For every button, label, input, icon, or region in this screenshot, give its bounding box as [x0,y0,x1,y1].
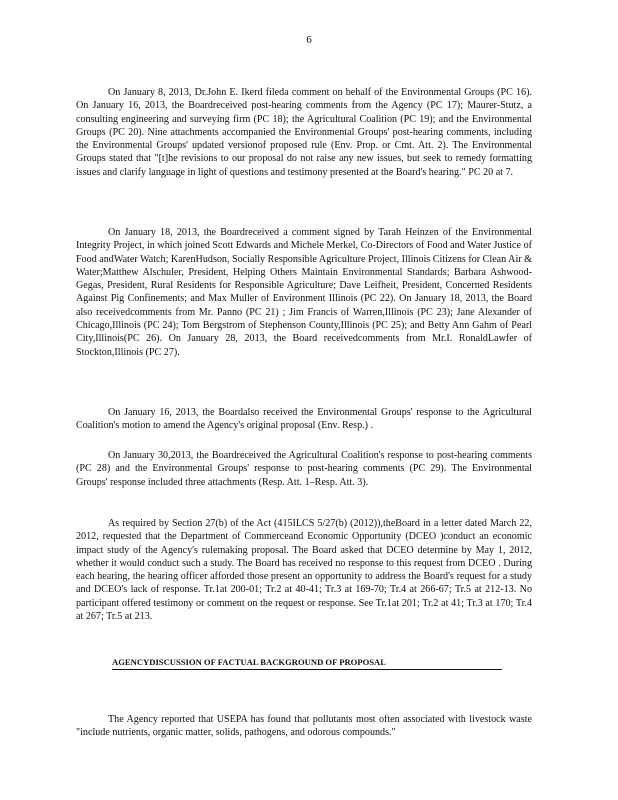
section-heading: AGENCYDISCUSSION OF FACTUAL BACKGROUND OF PROPOSAL [112,657,502,670]
paragraph-economic-impact-study: As required by Section 27(b) of the Act (415ILCS 5/27(b) (2012)),theBoard in a letter dated March 22, 2012, requested that the Department of Commerceand Economic Opportunity (DCEO )conduct an economic impact study of the Agency's rulemaking proposal. The Board asked that DCEO determine by May 1, 2012, whether it would conduct such a study. The Board has received no response to this request from DCEO . During each hearing, the hearing officer afforded those present an opportunity to address the Board's request for a study and DCEO's lack of response. Tr.1at 200-01; Tr.2 at 40-41; Tr.3 at 169-70; Tr.4 at 266-67; Tr.5 at 212-13. No participant offered testimony or comment on the request or response. See Tr.1at 201; Tr.2 at 41; Tr.3 at 170; Tr.4 at 267; Tr.5 at 213. [76,518,532,623]
paragraph-public-comments: On January 18, 2013, the Boardreceived a comment signed by Tarah Heinzen of the Environmental Integrity Project, in which joined Scott Edwards and Michele Merkel, Co-Directors of Food and Water Justice of Food andWater Watch; KarenHudson, Socially Responsible Agriculture Project, Illinois Citizens for Clean Air & Water;Matthew Alschuler, President, Helping Others Maintain Environmental Standards; Barbara Ashwood-Gegas, President, Rural Residents for Responsible Agriculture; Dave Leifheit, President, Concerned Residents Against Pig Confinements; and Max Muller of Environment Illinois (PC 22). On January 18, 2013, the Board also receivedcomments from Mr. Panno (PC 21) ; Jim Francis of Warren,Illinois (PC 23); Jane Alexander of Chicago,Illinois (PC 24); Tom Bergstrom of Stephenson County,Illinois (PC 25); and Betty Ann Gahm of Pearl City,Illinois(PC 26). On January 28, 2013, the Board receivedcomments from Mr.I. RonaldLawfer of Stockton,Illinois (PC 27). [76,227,532,358]
paragraph-agency-report: The Agency reported that USEPA has found that pollutants most often associated with livestock waste "include nutrients, organic matter, solids, pathogens, and odorous compounds." [76,714,532,739]
paragraph-post-hearing-comments: On January 8, 2013, Dr.John E. Ikerd fileda comment on behalf of the Environmental Groups (PC 16). On January 16, 2013, the Boardreceived post-hearing comments from the Agency (PC 17); Maurer-Stutz, a consulting engineering and surveying firm (PC 18); the Agricultural Coalition (PC 19); and the Environmental Groups (PC 20). Nine attachments accompanied the Environmental Groups' post-hearing comments, including the Environmental Groups' updated versionof proposed rule (Env. Prop. or Cmt. Att. 2). The Environmental Groups stated that "[t]he revisions to our proposal do not raise any new issues, but seek to remedy formatting issues and clarify language in light of questions and testimony presented at the Board's hearing." PC 20 at 7. [76,87,532,178]
paragraph-response-to-motion: On January 16, 2013, the Boardalso received the Environmental Groups' response to the Agricultural Coalition's motion to amend the Agency's original proposal (Env. Resp.) . [76,407,532,432]
paragraph-responses-to-comments: On January 30,2013, the Boardreceived the Agricultural Coalition's response to post-hearing comments (PC 28) and the Environmental Groups' response to post-hearing comments (PC 29). The Environmental Groups' response included three attachments (Resp. Att. 1–Resp. Att. 3). [76,450,532,488]
page-number: 6 [306,34,312,46]
